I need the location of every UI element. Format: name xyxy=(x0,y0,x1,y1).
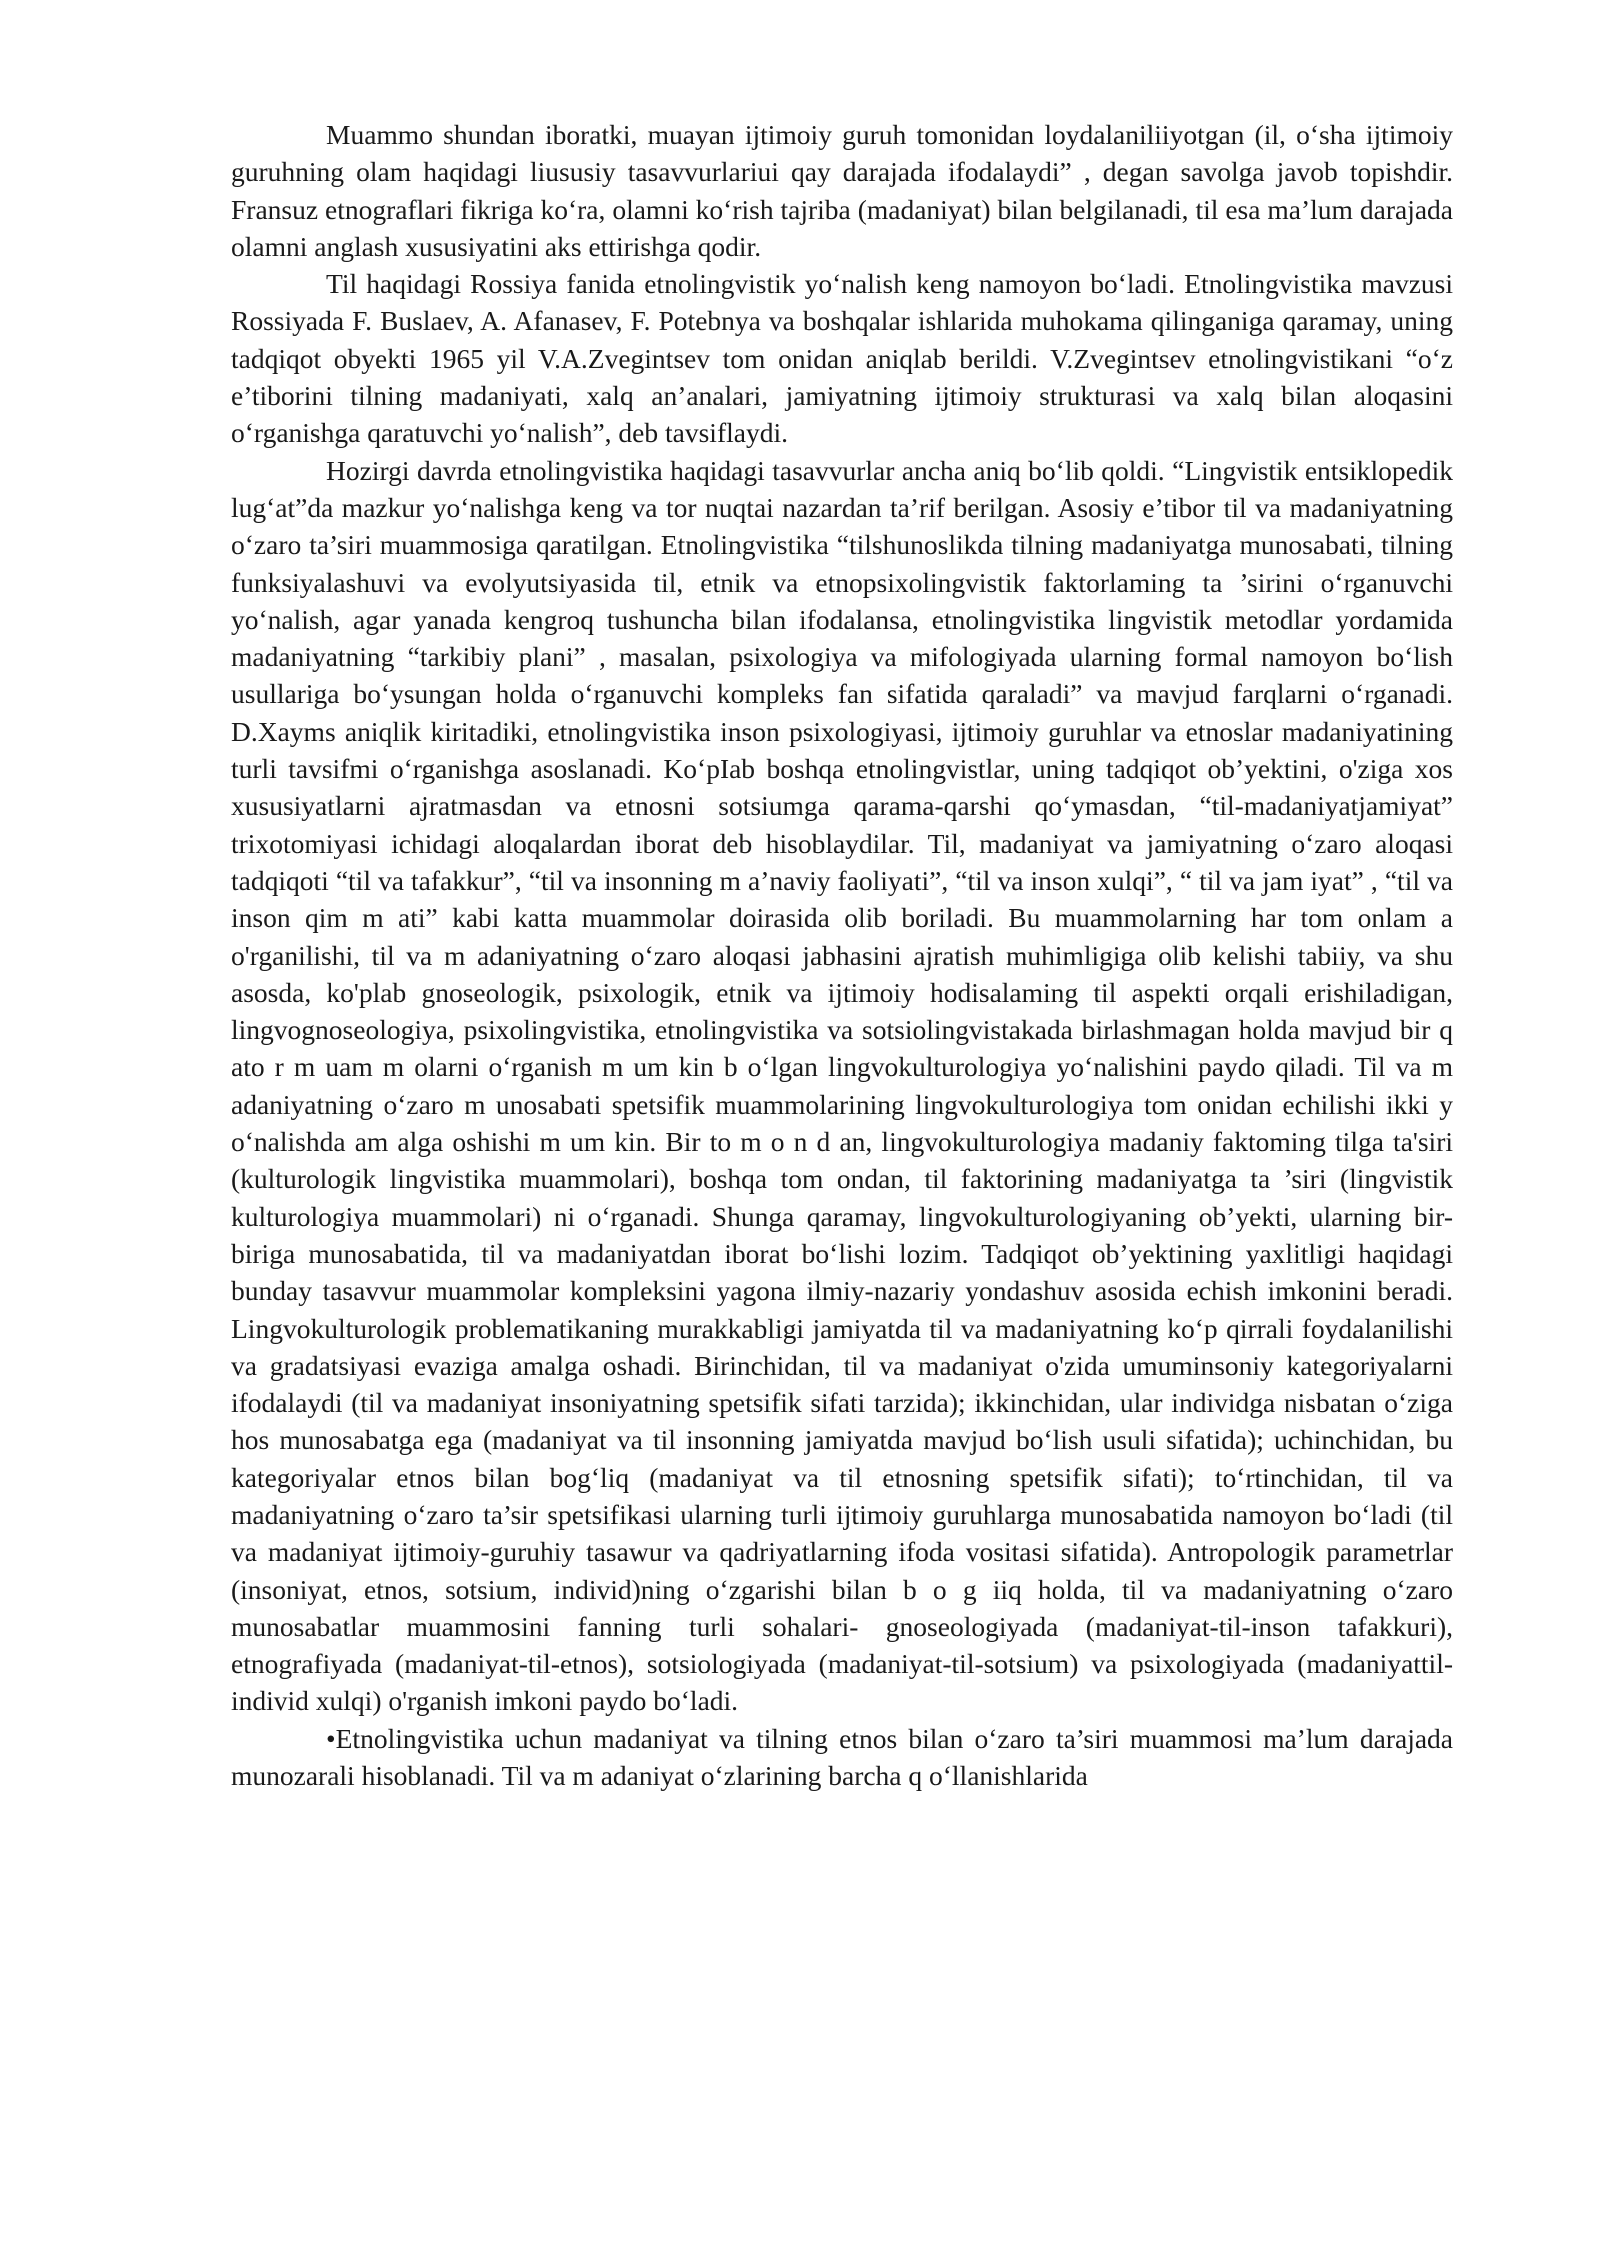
body-text xyxy=(231,116,1453,1794)
paragraph-4: •Etnolingvistika uchun madaniyat va tilning etnos bilan o‘zaro ta’siri muammosi ma’lum darajada munozarali hisoblanadi. Til va m adaniyat o‘zlarining barcha q o‘llanishlarida xyxy=(231,1722,1453,1792)
paragraph-2: Til haqidagi Rossiya fanida etnolingvistik yo‘nalish keng namoyon bo‘ladi. Etnolingvistika mavzusi Rossiyada F. Buslaev, A. Afanasev, F. Potebnya va boshqalar ishlarida muhokama qilinganiga qaramay, uning tadqiqot obyekti 1965 yil V.A.Zvegintsev tom onidan aniqlab berildi. V.Zvegintsev etnolingvistikani “o‘z e’tiborini tilning madaniyati, xalq an’analari, jamiyatning ijtimoiy strukturasi va xalq bilan aloqasini o‘rganishga qaratuvchi yo‘nalish”, deb tavsiflaydi. xyxy=(231,268,1453,449)
paragraph-1: Muammo shundan iboratki, muayan ijtimoiy guruh tomonidan loydalaniliiyotgan (il, o‘sha ijtimoiy guruhning olam haqidagi liususiy tasavvurlariui qay darajada ifodalaydi” , degan savolga javob topishdir. Fransuz etnograflari fikriga ko‘ra, olamni ko‘rish tajriba (madaniyat) bilan belgilanadi, til esa ma’lum darajada olamni anglash xususiyatini aks ettirishga qodir. xyxy=(231,119,1453,262)
paragraph-3: Hozirgi davrda etnolingvistika haqidagi tasavvurlar ancha aniq bo‘lib qoldi. “Lingvistik entsiklopedik lug‘at”da mazkur yo‘nalishga keng va tor nuqtai nazardan ta’rif berilgan. Asosiy e’tibor til va madaniyatning o‘zaro ta’siri muammosiga qaratilgan. Etnolingvistika “tilshunoslikda tilning madaniyatga munosabati, tilning funksiyalashuvi va evolyutsiyasida til, etnik va etnopsixolingvistik faktorlaming ta ’sirini o‘rganuvchi yo‘nalish, agar yanada kengroq tushuncha bilan ifodalansa, etnolingvistika lingvistik metodlar yordamida madaniyatning “tarkibiy plani” , masalan, psixologiya va mifologiyada ularning formal namoyon bo‘lish usullariga bo‘ysungan holda o‘rganuvchi kompleks fan sifatida qaraladi” va mavjud farqlarni o‘rganadi. D.Xayms aniqlik kiritadiki, etnolingvistika inson psixologiyasi, ijtimoiy guruhlar va etnoslar madaniyatining turli tavsifmi o‘rganishga asoslanadi. Ko‘pIab boshqa etnolingvistlar, uning tadqiqot ob’yektini, o'ziga xos xususiyatlarni ajratmasdan va etnosni sotsiumga qarama-qarshi qo‘ymasdan, “til-madaniyatjamiyat” trixotomiyasi ichidagi aloqalardan iborat deb hisoblaydilar. Til, madaniyat va jamiyatning o‘zaro aloqasi tadqiqoti “til va tafakkur”, “til va insonning m a’naviy faoliyati”, “til va inson xulqi”, “ til va jam iyat” , “til va inson qim m ati” kabi katta muammolar doirasida olib boriladi. Bu muammolarning har tom onlam a o'rganilishi, til va m adaniyatning o‘zaro aloqasi jabhasini ajratish muhimligiga olib kelishi tabiiy, va shu asosda, ko'plab gnoseologik, psixologik, etnik va ijtimoiy hodisalaming til aspekti orqali erishiladigan, lingvognoseologiya, psixolingvistika, etnolingvistika va sotsiolingvistakada birlashmagan holda mavjud bir q ato r m uam m olarni o‘rganish m um kin b o‘lgan lingvokulturologiya yo‘nalishini paydo qiladi. Til va m adaniyatning o‘zaro m unosabati spetsifik muammolarining lingvokulturologiya tom onidan echilishi ikki y o‘nalishda am alga oshishi m um kin. Bir to m o n d an, lingvokulturologiya madaniy faktoming tilga ta'siri (kulturologik lingvistika muammolari), boshqa tom ondan, til faktorining madaniyatga ta ’siri (lingvistik kulturologiya muammolari) ni o‘rganadi. Shunga qaramay, lingvokulturologiyaning ob’yekti, ularning bir-biriga munosabatida, til va madaniyatdan iborat bo‘lishi lozim. Tadqiqot ob’yektining yaxlitligi haqidagi bunday tasavvur muammolar kompleksini yagona ilmiy-nazariy yondashuv asosida echish imkonini beradi. Lingvokulturologik problematikaning murakkabligi jamiyatda til va madaniyatning ko‘p qirrali foydalanilishi va gradatsiyasi evaziga amalga oshadi. Birinchidan, til va madaniyat o'zida umuminsoniy kategoriyalarni ifodalaydi (til va madaniyat insoniyatning spetsifik sifati tarzida); ikkinchidan, ular individga nisbatan o‘ziga hos munosabatga ega (madaniyat va til insonning jamiyatda mavjud bo‘lish usuli sifatida); uchinchidan, bu kategoriyalar etnos bilan bog‘liq (madaniyat va til etnosning spetsifik sifati); to‘rtinchidan, til va madaniyatning o‘zaro ta’sir spetsifikasi ularning turli ijtimoiy guruhlarga munosabatida namoyon bo‘ladi (til va madaniyat ijtimoiy-guruhiy tasawur va qadriyatlarning ifoda vositasi sifatida). Antropologik parametrlar (insoniyat, etnos, sotsium, individ)ning o‘zgarishi bilan b o g iiq holda, til va madaniyatning o‘zaro munosabatlar muammosini fanning turli sohalari- gnoseologiyada (madaniyat-til-inson tafakkuri), etnografiyada (madaniyat-til-etnos), sotsiologiyada (madaniyat-til-sotsium) va psixologiyada (madaniyattil-individ xulqi) o'rganish imkoni paydo bo‘ladi. xyxy=(231,454,1453,1717)
